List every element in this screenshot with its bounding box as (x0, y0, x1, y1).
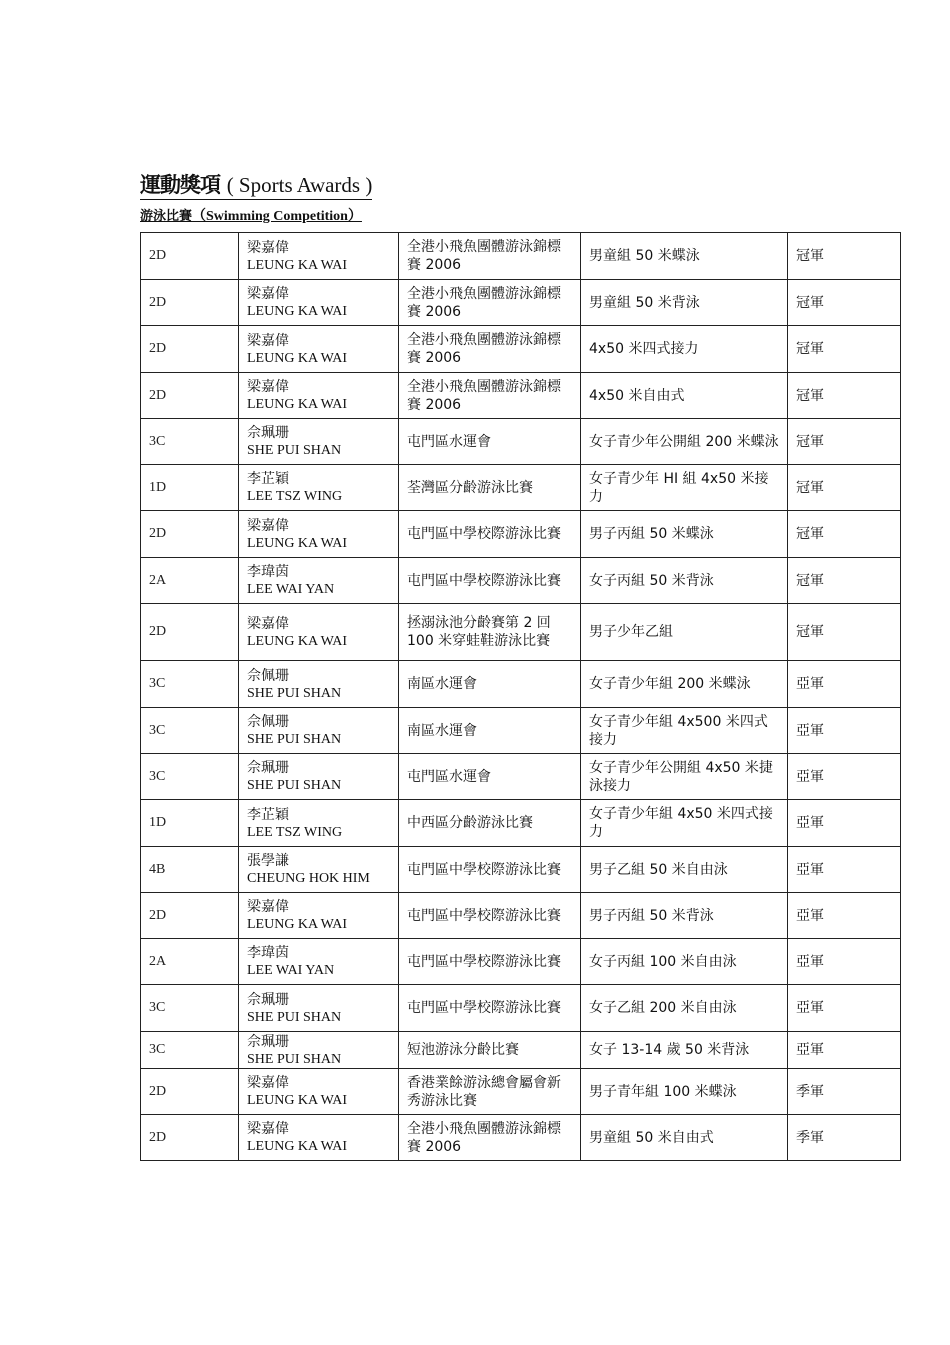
event-cell: 4x50 米四式接力 (581, 326, 788, 373)
event-cell: 4x50 米自由式 (581, 373, 788, 419)
result-cell: 冠軍 (788, 233, 901, 280)
class-cell: 2D (141, 280, 239, 326)
event-cell: 男子丙組 50 米蝶泳 (581, 511, 788, 558)
result-cell: 冠軍 (788, 280, 901, 326)
competition-cell: 全港小飛魚團體游泳錦標賽 2006 (399, 373, 581, 419)
student-name-en: LEE WAI YAN (247, 582, 335, 597)
student-name-zh: 梁嘉偉 (247, 1121, 289, 1137)
competition-cell: 屯門區中學校際游泳比賽 (399, 847, 581, 893)
result-cell: 亞軍 (788, 800, 901, 847)
student-name-en: SHE PUI SHAN (247, 685, 342, 701)
class-cell: 2D (141, 604, 239, 661)
event-cell: 女子青少年公開組 4x50 米捷泳接力 (581, 754, 788, 800)
event-cell: 女子 13-14 歲 50 米背泳 (581, 1032, 788, 1069)
student-name-en: LEUNG KA WAI (247, 257, 348, 273)
class-cell: 3C (141, 708, 239, 754)
competition-cell: 荃灣區分齡游泳比賽 (399, 465, 581, 511)
competition-cell: 屯門區中學校際游泳比賽 (399, 893, 581, 939)
class-cell: 2A (141, 558, 239, 604)
student-name-en: LEE TSZ WING (247, 489, 343, 504)
student-name-zh: 佘佩珊 (247, 714, 289, 730)
student-name-cell (239, 708, 399, 754)
event-cell: 女子青少年組 4x50 米四式接力 (581, 800, 788, 847)
student-name-zh: 梁嘉偉 (247, 517, 289, 534)
class-cell: 4B (141, 847, 239, 893)
result-cell: 季軍 (788, 1115, 901, 1161)
student-name-en: LEUNG KA WAI (247, 1139, 348, 1154)
table-row (141, 893, 901, 939)
table-row (141, 800, 901, 847)
student-name-zh: 佘珮珊 (247, 991, 289, 1008)
table-row (141, 754, 901, 800)
student-name-en: CHEUNG HOK HIM (247, 871, 370, 886)
table-row (141, 985, 901, 1032)
table-row (141, 939, 901, 985)
event-cell: 女子青少年公開組 200 米蝶泳 (581, 419, 788, 465)
student-name-en: LEUNG KA WAI (247, 1093, 348, 1108)
student-name-zh: 李芷穎 (247, 806, 289, 823)
class-cell: 2D (141, 373, 239, 419)
result-cell: 亞軍 (788, 708, 901, 754)
competition-cell: 中西區分齡游泳比賽 (399, 800, 581, 847)
student-name-cell (239, 558, 399, 604)
table-row (141, 465, 901, 511)
table-row (141, 419, 901, 465)
competition-cell: 南區水運會 (399, 661, 581, 708)
result-cell: 冠軍 (788, 373, 901, 419)
student-name-zh: 佘珮珊 (247, 1033, 289, 1050)
event-cell: 男童組 50 米自由式 (581, 1115, 788, 1161)
table-row (141, 661, 901, 708)
student-name-cell (239, 754, 399, 800)
student-name-en: SHE PUI SHAN (247, 1051, 342, 1067)
class-cell: 2D (141, 233, 239, 280)
student-name-en: LEE TSZ WING (247, 824, 343, 840)
student-name-zh: 張學謙 (247, 853, 289, 869)
event-cell: 女子丙組 50 米背泳 (581, 558, 788, 604)
student-name-zh: 佘珮珊 (247, 760, 289, 776)
competition-cell: 香港業餘游泳總會屬會新秀游泳比賽 (399, 1069, 581, 1115)
class-cell: 2D (141, 1115, 239, 1161)
event-cell: 女子丙組 100 米自由泳 (581, 939, 788, 985)
result-cell: 亞軍 (788, 893, 901, 939)
table-row (141, 233, 901, 280)
competition-cell: 屯門區水運會 (399, 419, 581, 465)
result-cell: 亞軍 (788, 985, 901, 1032)
table-row (141, 708, 901, 754)
student-name-zh: 梁嘉偉 (247, 899, 289, 915)
table-row (141, 511, 901, 558)
result-cell: 亞軍 (788, 1032, 901, 1069)
class-cell: 2D (141, 1069, 239, 1115)
event-cell: 男子青年組 100 米蝶泳 (581, 1069, 788, 1115)
table-row (141, 1032, 901, 1069)
student-name-en: LEUNG KA WAI (247, 350, 348, 366)
event-cell: 男子丙組 50 米背泳 (581, 893, 788, 939)
student-name-cell (239, 800, 399, 847)
student-name-zh: 佘佩珊 (247, 667, 289, 684)
student-name-cell (239, 1032, 399, 1069)
student-name-cell (239, 893, 399, 939)
competition-cell: 屯門區中學校際游泳比賽 (399, 939, 581, 985)
student-name-cell (239, 939, 399, 985)
event-cell: 男童組 50 米背泳 (581, 280, 788, 326)
result-cell: 亞軍 (788, 661, 901, 708)
section-subtitle-zh: 游泳比賽 (140, 209, 193, 224)
student-name-zh: 梁嘉偉 (247, 1075, 289, 1091)
class-cell: 2D (141, 511, 239, 558)
result-cell: 亞軍 (788, 754, 901, 800)
student-name-cell (239, 985, 399, 1032)
competition-cell: 屯門區水運會 (399, 754, 581, 800)
table-row (141, 280, 901, 326)
student-name-zh: 李瑋茵 (247, 945, 289, 961)
student-name-cell (239, 661, 399, 708)
event-cell: 女子乙組 200 米自由泳 (581, 985, 788, 1032)
table-row (141, 373, 901, 419)
student-name-cell (239, 233, 399, 280)
student-name-en: LEUNG KA WAI (247, 304, 348, 319)
result-cell: 冠軍 (788, 465, 901, 511)
student-name-zh: 梁嘉偉 (247, 239, 289, 256)
student-name-zh: 梁嘉偉 (247, 286, 289, 302)
student-name-en: LEUNG KA WAI (247, 917, 348, 932)
student-name-cell (239, 280, 399, 326)
page-title (140, 172, 372, 200)
student-name-zh: 梁嘉偉 (247, 332, 289, 349)
class-cell: 3C (141, 985, 239, 1032)
student-name-cell (239, 1069, 399, 1115)
table-row (141, 847, 901, 893)
class-cell: 3C (141, 754, 239, 800)
student-name-zh: 梁嘉偉 (247, 615, 289, 632)
competition-cell: 全港小飛魚團體游泳錦標賽 2006 (399, 1115, 581, 1161)
page-title-zh: 運動獎項 (140, 173, 220, 197)
student-name-en: SHE PUI SHAN (247, 778, 342, 793)
competition-cell: 全港小飛魚團體游泳錦標賽 2006 (399, 280, 581, 326)
competition-cell: 屯門區中學校際游泳比賽 (399, 985, 581, 1032)
student-name-en: LEE WAI YAN (247, 963, 335, 978)
student-name-cell (239, 604, 399, 661)
class-cell: 3C (141, 661, 239, 708)
student-name-cell (239, 419, 399, 465)
event-cell: 女子青少年組 200 米蝶泳 (581, 661, 788, 708)
result-cell: 冠軍 (788, 604, 901, 661)
competition-cell: 拯溺泳池分齡賽第 2 回 100 米穿蛙鞋游泳比賽 (399, 604, 581, 661)
table-row (141, 558, 901, 604)
awards-table (140, 232, 901, 1161)
class-cell: 1D (141, 800, 239, 847)
student-name-zh: 梁嘉偉 (247, 379, 289, 395)
student-name-en: SHE PUI SHAN (247, 732, 342, 747)
competition-cell: 全港小飛魚團體游泳錦標賽 2006 (399, 233, 581, 280)
student-name-cell (239, 326, 399, 373)
class-cell: 1D (141, 465, 239, 511)
competition-cell: 屯門區中學校際游泳比賽 (399, 558, 581, 604)
result-cell: 冠軍 (788, 326, 901, 373)
student-name-zh: 李芷穎 (247, 471, 289, 487)
section-subtitle (140, 205, 362, 225)
table-row (141, 1069, 901, 1115)
section-subtitle-en: （Swimming Competition） (192, 209, 362, 224)
result-cell: 冠軍 (788, 511, 901, 558)
result-cell: 亞軍 (788, 847, 901, 893)
competition-cell: 全港小飛魚團體游泳錦標賽 2006 (399, 326, 581, 373)
class-cell: 3C (141, 419, 239, 465)
class-cell: 2D (141, 893, 239, 939)
event-cell: 女子青少年 HI 組 4x50 米接力 (581, 465, 788, 511)
student-name-cell (239, 1115, 399, 1161)
event-cell: 男童組 50 米蝶泳 (581, 233, 788, 280)
event-cell: 女子青少年組 4x500 米四式接力 (581, 708, 788, 754)
table-row (141, 604, 901, 661)
student-name-en: LEUNG KA WAI (247, 535, 348, 551)
student-name-cell (239, 373, 399, 419)
event-cell: 男子乙組 50 米自由泳 (581, 847, 788, 893)
result-cell: 冠軍 (788, 419, 901, 465)
student-name-zh: 佘珮珊 (247, 425, 289, 441)
student-name-cell (239, 465, 399, 511)
student-name-cell (239, 511, 399, 558)
student-name-en: LEUNG KA WAI (247, 397, 348, 412)
student-name-en: SHE PUI SHAN (247, 1009, 342, 1025)
class-cell: 3C (141, 1032, 239, 1069)
table-row (141, 326, 901, 373)
result-cell: 亞軍 (788, 939, 901, 985)
student-name-zh: 李瑋茵 (247, 564, 289, 580)
result-cell: 冠軍 (788, 558, 901, 604)
table-row (141, 1115, 901, 1161)
awards-table-body (141, 233, 901, 1161)
competition-cell: 短池游泳分齡比賽 (399, 1032, 581, 1069)
competition-cell: 屯門區中學校際游泳比賽 (399, 511, 581, 558)
student-name-cell (239, 847, 399, 893)
class-cell: 2A (141, 939, 239, 985)
student-name-en: LEUNG KA WAI (247, 633, 348, 649)
event-cell: 男子少年乙組 (581, 604, 788, 661)
class-cell: 2D (141, 326, 239, 373)
result-cell: 季軍 (788, 1069, 901, 1115)
competition-cell: 南區水運會 (399, 708, 581, 754)
student-name-en: SHE PUI SHAN (247, 443, 342, 458)
page-title-en: ( Sports Awards ) (226, 173, 373, 197)
